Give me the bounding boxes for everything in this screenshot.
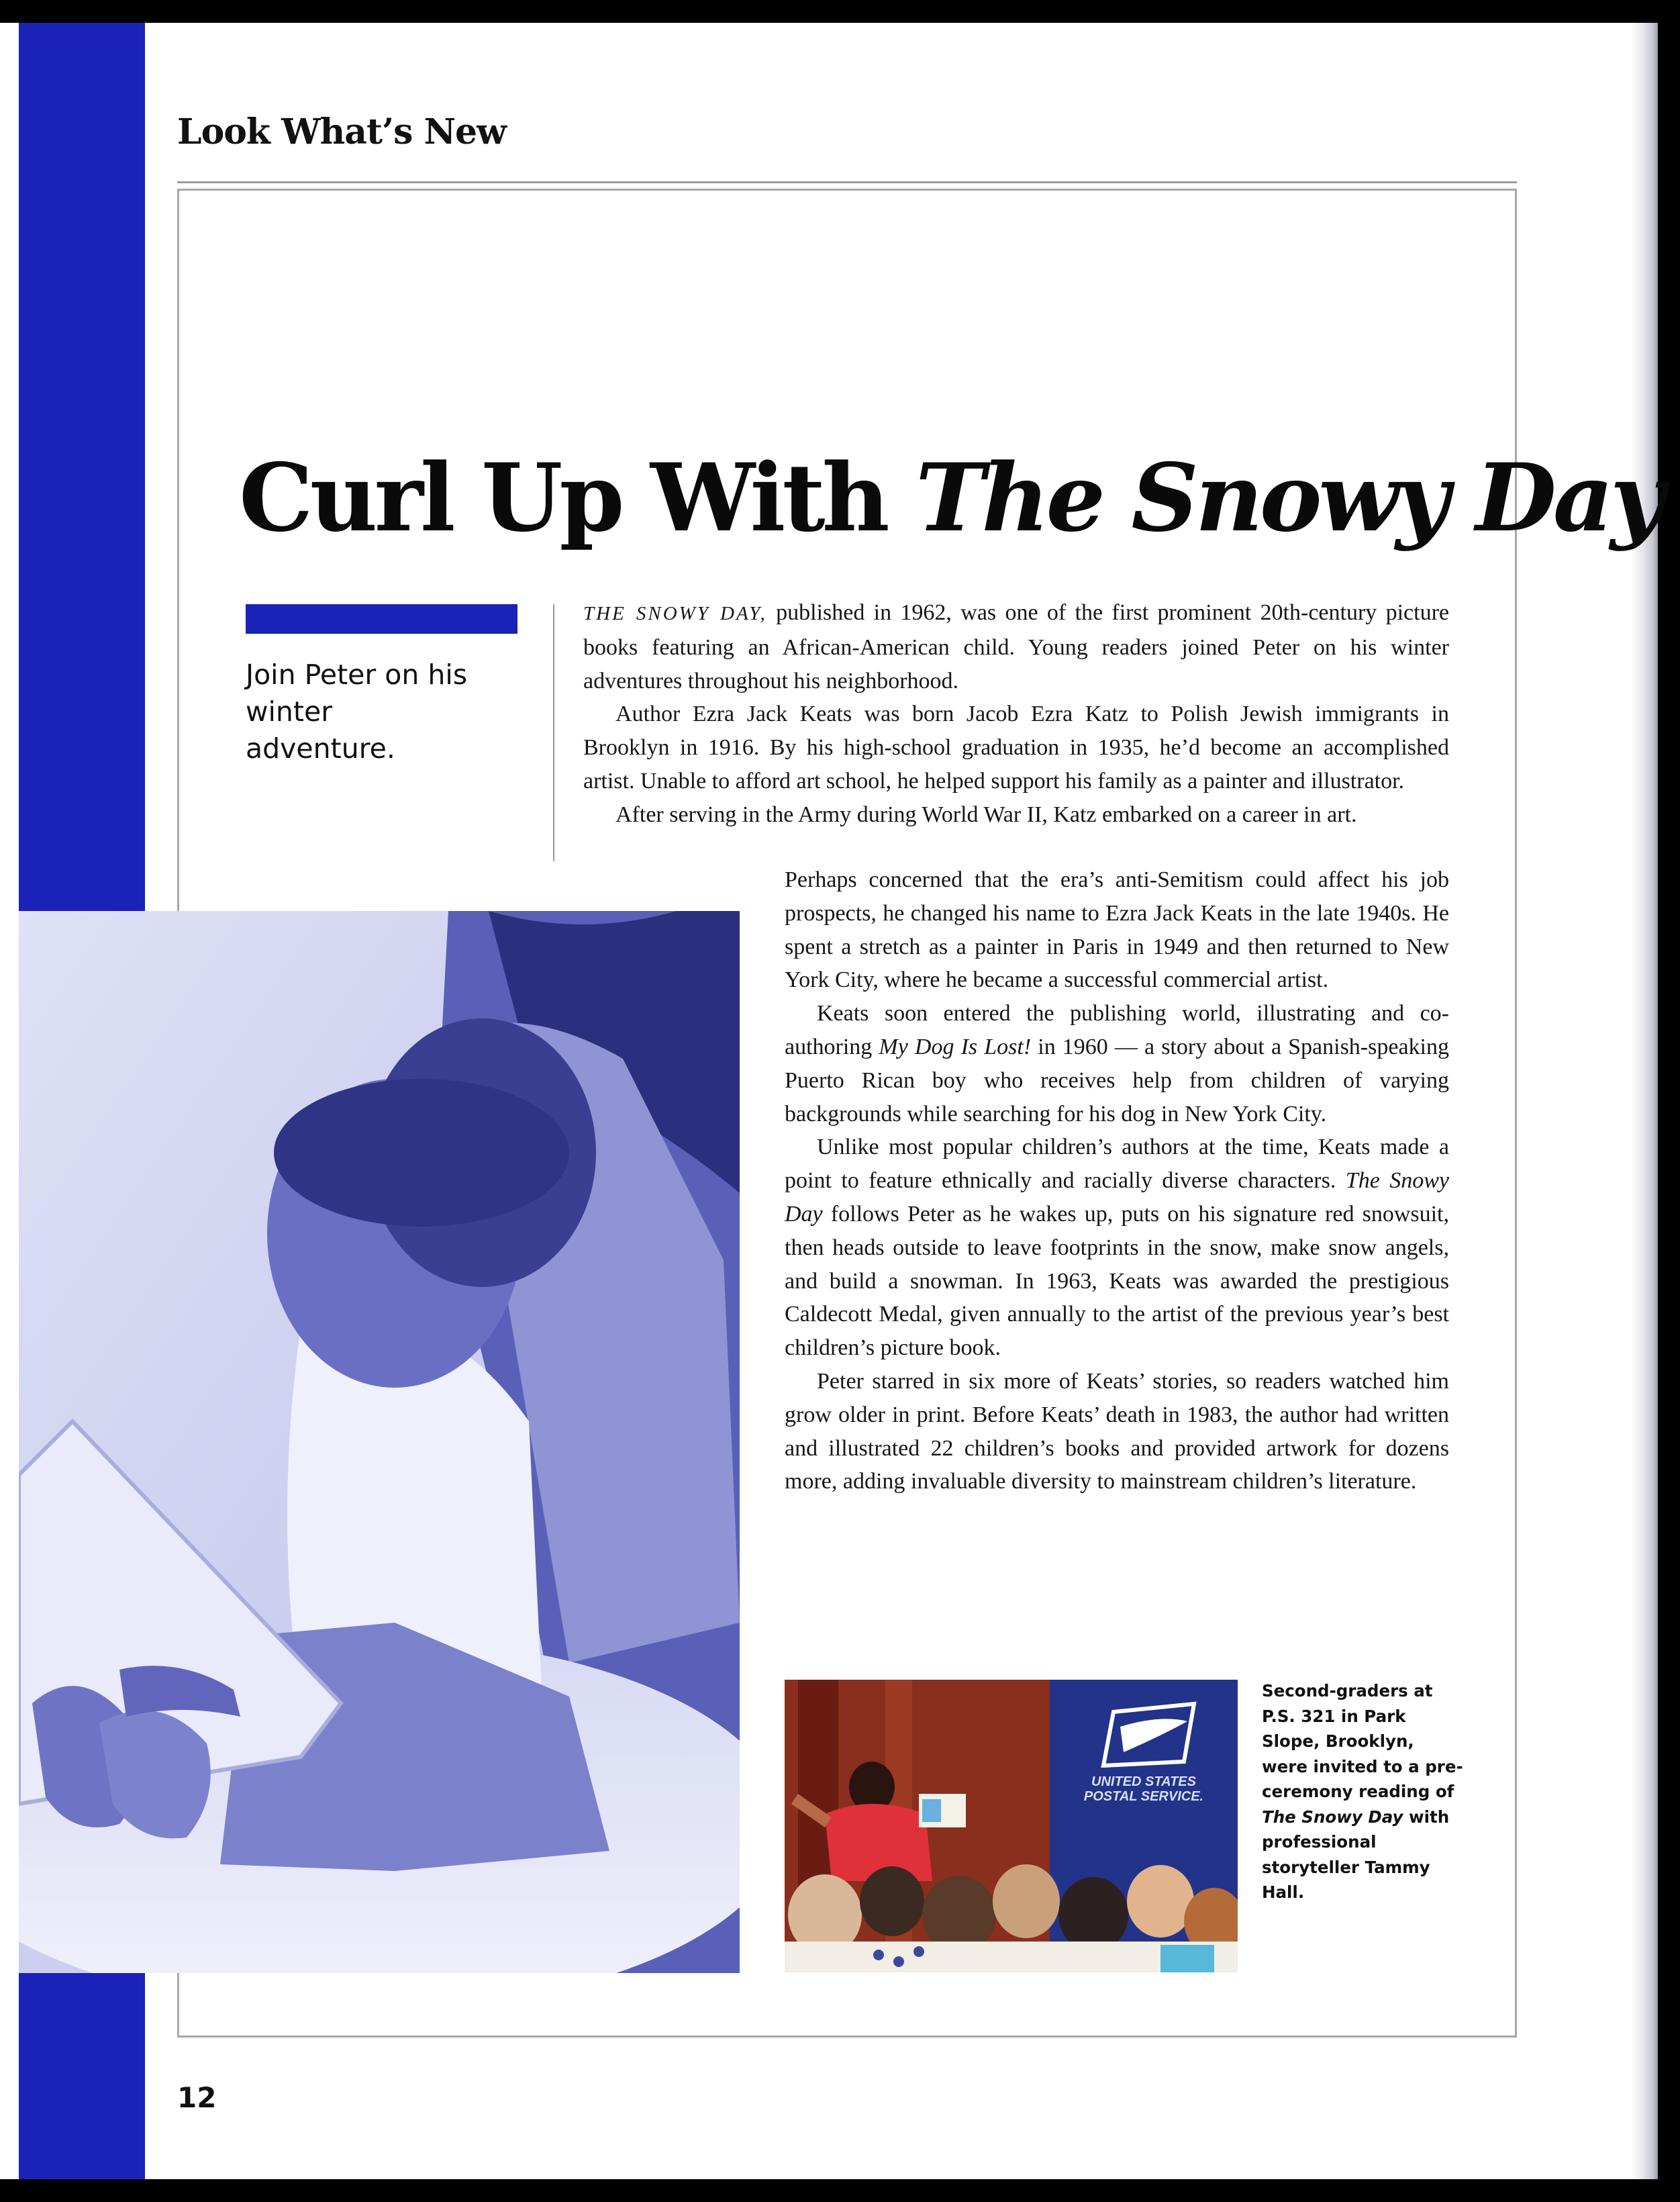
article-column-bottom xyxy=(785,863,1449,1498)
paragraph-5 xyxy=(785,1131,1449,1365)
article-column-top xyxy=(583,596,1449,832)
section-label: Look What’s New xyxy=(177,111,506,152)
book-title-italic: My Dog Is Lost! xyxy=(879,1034,1032,1059)
book-title-smallcaps: THE SNOWY DAY, xyxy=(583,603,767,624)
photo-caption xyxy=(1262,1678,1463,1905)
paragraph-4 xyxy=(785,997,1449,1131)
headline-title: The Snowy Day xyxy=(916,442,1661,553)
paragraph-1-text: published in 1962, was one of the first prominent 20th-century picture books featuring an African-American child. Young readers joined Peter on his winter adventures throughout his neighborhood. xyxy=(583,600,1450,693)
paragraph-4-text-b: in 1960 — a story about a Spanish-speaking Puerto Rican boy who receives help from children of varying backgrounds while searching for his dog in New York City. xyxy=(785,1034,1449,1127)
paragraph-1 xyxy=(583,596,1449,698)
paragraph-4-text-a: Keats soon entered the publishing world, illustrating and co-authoring xyxy=(785,1001,1449,1059)
usps-banner-line-1: UNITED STATES xyxy=(1091,1774,1196,1789)
paragraph-3-start: After serving in the Army during World War II, Katz embarked on a career in art. xyxy=(615,802,1357,827)
usps-banner-line-2: POSTAL SERVICE. xyxy=(1083,1789,1204,1804)
page-number: 12 xyxy=(177,2081,217,2114)
paragraph-5-text-b: follows Peter as he wakes up, puts on his signature red snowsuit, then heads outside to leave footprints in the snow, make snow angels, and build a snowman. In 1963, Keats was awarded the prestigious Caldecott Medal, given annually to the artist of the previous year’s best children’s picture book. xyxy=(785,1201,1449,1361)
paragraph-6: Peter starred in six more of Keats’ stories, so readers watched him grow older in print. Before Keats’ death in 1983, the author had written and illustrated 22 children’s books and provided artwork for dozens more, adding invaluable diversity to mainstream children’s literature. xyxy=(785,1368,1449,1494)
photo-storytime-event xyxy=(785,1680,1238,1972)
deck-accent-bar xyxy=(246,604,517,634)
photo-child-reading xyxy=(19,911,740,1973)
paragraph-3-end: Perhaps concerned that the era’s anti-Semitism could affect his job prospects, he changed his name to Ezra Jack Keats in the late 1940s. He spent a stretch as a painter in Paris in 1949 and then returned to New York City, where he became a successful commercial artist. xyxy=(785,867,1449,993)
book-title-italic: The Snowy Day xyxy=(785,1168,1449,1227)
caption-text-a: Second-graders at P.S. 321 in Park Slope, Brooklyn, were invited to a pre-ceremony reading of xyxy=(1262,1681,1463,1801)
paragraph-2: Author Ezra Jack Keats was born Jacob Ezra Katz to Polish Jewish immigrants in Brooklyn in 1916. By his high-school graduation in 1935, he’d become an accomplished artist. Unable to afford art school, he helped support his family as a painter and illustrator. xyxy=(583,702,1449,794)
headline xyxy=(239,442,1661,553)
caption-text xyxy=(1262,1678,1463,1905)
caption-book-title: The Snowy Day xyxy=(1262,1807,1403,1827)
frame-top-rule xyxy=(177,181,1517,183)
deck: Join Peter on his winter adventure. xyxy=(246,659,468,765)
headline-main: Curl Up With xyxy=(239,442,916,553)
paragraph-5-text-a: Unlike most popular children’s authors at the time, Keats made a point to feature ethnically and racially diverse characters. xyxy=(785,1135,1449,1194)
page-edge-shadow xyxy=(1631,23,1658,2179)
caption-text-b: with professional storyteller Tammy Hall. xyxy=(1262,1807,1450,1902)
column-rule xyxy=(553,604,554,861)
